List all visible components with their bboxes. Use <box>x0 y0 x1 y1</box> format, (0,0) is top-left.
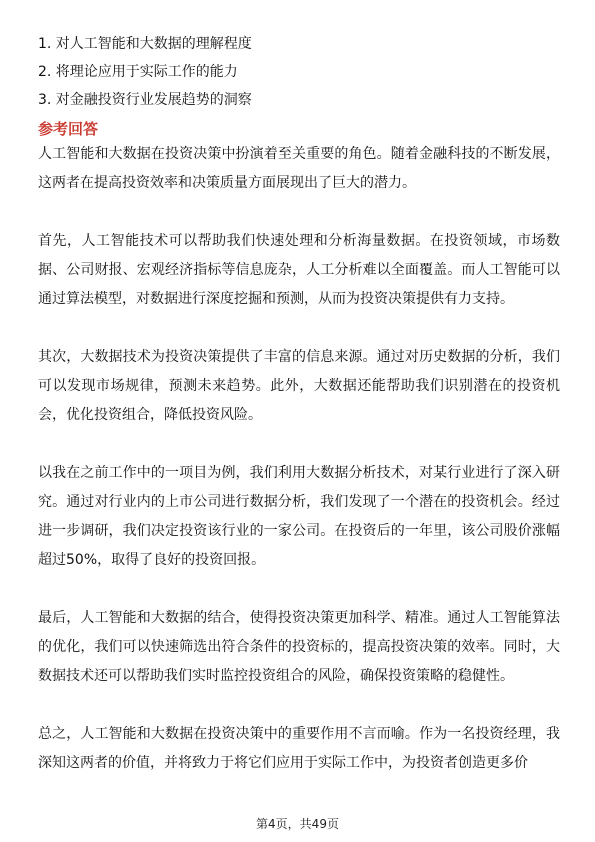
list-item: 1. 对人工智能和大数据的理解程度 <box>38 36 252 52</box>
page-number: 第4页，共49页 <box>256 817 339 831</box>
answer-body <box>38 140 560 807</box>
list-item: 3. 对金融投资行业发展趋势的洞察 <box>38 92 252 108</box>
paragraph: 其次，大数据技术为投资决策提供了丰富的信息来源。通过对历史数据的分析，我们可以发现市场规律，预测未来趋势。此外，大数据还能帮助我们识别潜在的投资机会，优化投资组合，降低投资风险。 <box>38 349 560 423</box>
evaluation-criteria-list <box>38 30 558 114</box>
paragraph: 最后，人工智能和大数据的结合，使得投资决策更加科学、精准。通过人工智能算法的优化，我们可以快速筛选出符合条件的投资标的，提高投资决策的效率。同时，大数据技术还可以帮助我们实时监控投资组合的风险，确保投资策略的稳健性。 <box>38 610 560 684</box>
paragraph: 人工智能和大数据在投资决策中扮演着至关重要的角色。随着金融科技的不断发展，这两者在提高投资效率和决策质量方面展现出了巨大的潜力。 <box>38 146 560 191</box>
paragraph: 以我在之前工作中的一项目为例，我们利用大数据分析技术，对某行业进行了深入研究。通过对行业内的上市公司进行数据分析，我们发现了一个潜在的投资机会。经过进一步调研，我们决定投资该行业的一家公司。在投资后的一年里，该公司股价涨幅超过50%，取得了良好的投资回报。 <box>38 465 560 568</box>
list-item: 2. 将理论应用于实际工作的能力 <box>38 64 238 80</box>
section-heading: 参考回答 <box>38 120 99 138</box>
paragraph: 首先，人工智能技术可以帮助我们快速处理和分析海量数据。在投资领域，市场数据、公司财报、宏观经济指标等信息庞杂，人工分析难以全面覆盖。而人工智能可以通过算法模型，对数据进行深度挖掘和预测，从而为投资决策提供有力支持。 <box>38 233 560 307</box>
paragraph: 总之，人工智能和大数据在投资决策中的重要作用不言而喻。作为一名投资经理，我深知这两者的价值，并将致力于将它们应用于实际工作中，为投资者创造更多价 <box>38 726 560 771</box>
